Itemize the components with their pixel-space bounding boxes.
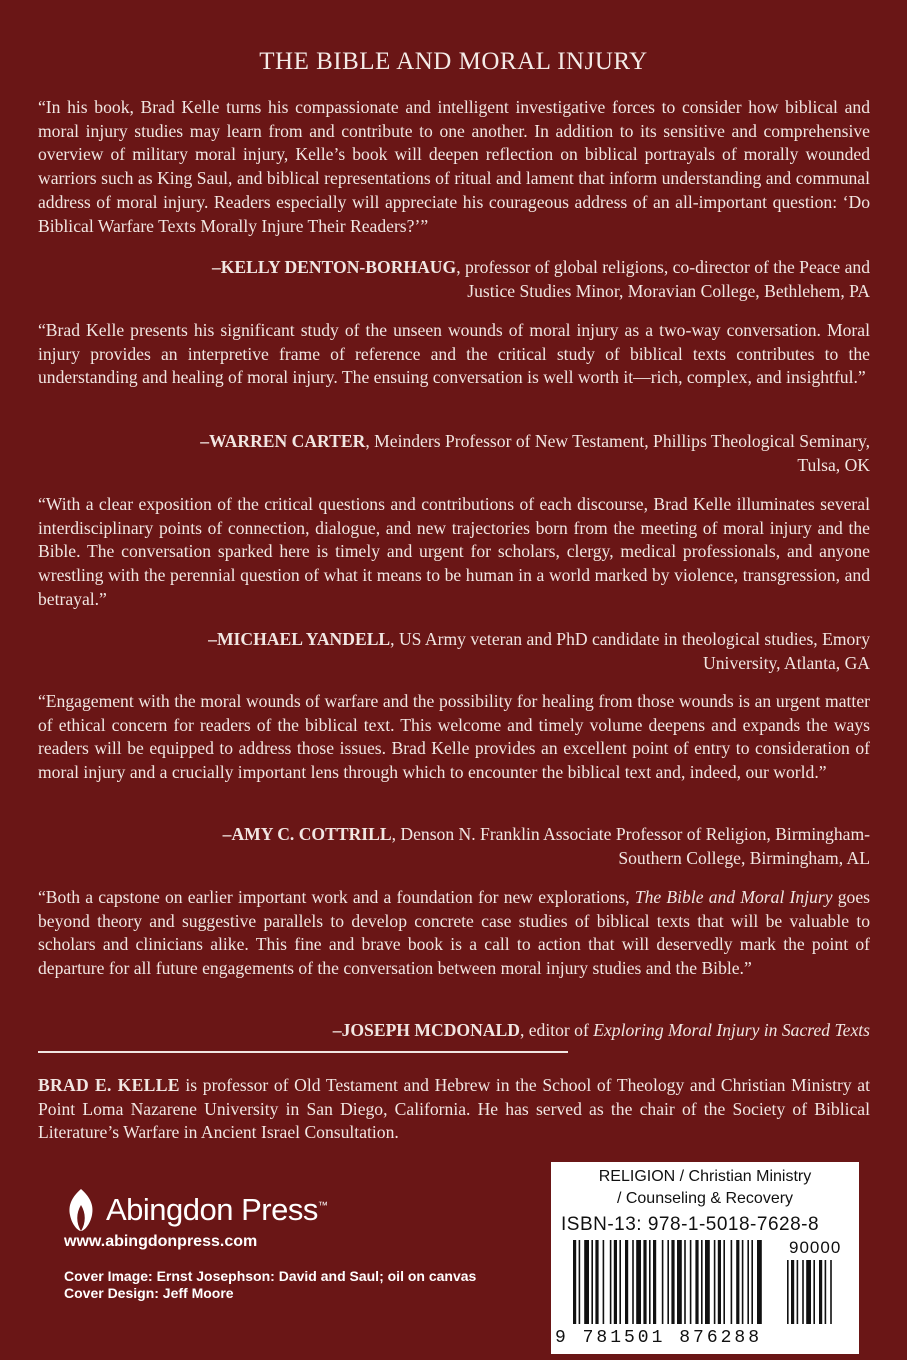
endorser-name: –MICHAEL YANDELL <box>208 629 391 649</box>
endorsement-quote-2: “Brad Kelle presents his significant study of the unseen wounds of moral injury as a two-way conversation. Moral injury provides an interpretive frame of reference and the critical study of biblical texts contributes to the understanding and healing of moral injury. The ensuing conversation is well worth it—rich, complex, and insightful.” <box>38 320 870 388</box>
publisher-website: www.abingdonpress.com <box>64 1233 258 1250</box>
endorser-name: –KELLY DENTON-BORHAUG <box>211 257 457 277</box>
author-name: BRAD E. KELLE <box>38 1075 180 1095</box>
barcode-digits: 9 781501 876288 <box>555 1328 763 1348</box>
barcode-bars <box>569 1240 845 1332</box>
book-title: THE BIBLE AND MORAL INJURY <box>259 48 648 75</box>
quote-text: “Both a capstone on earlier important work and a foundation for new explorations, <box>38 887 635 907</box>
endorsement-attribution-2 <box>170 430 870 477</box>
endorser-name: –JOSEPH MCDONALD <box>332 1020 520 1040</box>
publisher-name-text: Abingdon Press <box>106 1192 318 1227</box>
bisac-line: RELIGION / Christian Ministry <box>598 1168 812 1185</box>
endorsement-quote-1: “In his book, Brad Kelle turns his compassionate and intelligent investigative forces to consider how biblical and moral injury studies may learn from and contribute to one another. In addition to its sensitive and comprehensive overview of military moral injury, Kelle’s book will deepen reflection on biblical portrayals of morally wounded warriors such as King Saul, and biblical representations of ritual and lament that inform understanding and communal address of moral injury. Readers especially will appreciate his courageous address of an all-important question: ‘Do Biblical Warfare Texts Morally Injure Their Readers?’” <box>38 97 870 236</box>
publisher-name <box>106 1192 327 1228</box>
quote-text: goes beyond theory and suggestive parallels to develop concrete case studies of biblical texts that will be valuable to scholars and clinicians alike. This fine and brave book is a call to action that will deservedly mark the point of departure for all future engagements of the conversation between moral injury studies and the Bible.” <box>38 887 871 979</box>
section-divider <box>38 1051 568 1053</box>
endorser-affiliation: , US Army veteran and PhD candidate in theological studies, Emory University, Atlanta, GA <box>390 629 870 673</box>
endorser-book-title: Exploring Moral Injury in Sacred Texts <box>593 1020 870 1040</box>
cover-image-credit: Cover Image: Ernst Josephson: David and Saul; oil on canvas <box>64 1268 477 1284</box>
cover-design-credit: Cover Design: Jeff Moore <box>64 1285 234 1301</box>
barcode-panel <box>551 1162 859 1354</box>
quote-book-title: The Bible and Moral Injury <box>634 887 833 907</box>
endorser-name: –AMY C. COTTRILL <box>222 824 392 844</box>
abingdon-flame-logo-icon <box>64 1187 98 1233</box>
endorser-affiliation: , Denson N. Franklin Associate Professor of Religion, Birmingham-Southern College, Birmingham, AL <box>391 824 870 868</box>
author-bio-text: is professor of Old Testament and Hebrew in the School of Theology and Christian Ministry at Point Loma Nazarene University in San Diego, California. He has served as the chair of the Society of Biblical Literature’s Warfare in Ancient Israel Consultation. <box>38 1075 870 1143</box>
trademark-symbol: ™ <box>317 1200 328 1212</box>
endorsement-attribution-1 <box>170 256 870 303</box>
bisac-category <box>551 1166 859 1210</box>
endorser-affiliation: , professor of global religions, co-director of the Peace and Justice Studies Minor, Moravian College, Bethlehem, PA <box>456 257 870 301</box>
endorser-name: –WARREN CARTER <box>200 431 366 451</box>
endorsement-quote-5 <box>38 886 870 981</box>
publisher-logo-lockup <box>64 1188 327 1232</box>
endorsement-quote-3: “With a clear exposition of the critical questions and contributions of each discourse, Brad Kelle illuminates several interdisciplinary points of connection, dialogue, and new trajectories born from the meeting of moral injury and the Bible. The conversation sparked here is timely and urgent for scholars, clergy, medical professionals, and anyone wrestling with the perennial question of what it means to be human in a world marked by violence, transgression, and betrayal.” <box>38 494 870 609</box>
price-code: 90000 <box>789 1238 842 1257</box>
endorsement-attribution-3 <box>170 628 870 675</box>
endorsement-attribution-5 <box>170 1019 870 1043</box>
bisac-line: / Counseling & Recovery <box>616 1190 794 1207</box>
endorsement-quote-4: “Engagement with the moral wounds of warfare and the possibility for healing from those wounds is an urgent matter of ethical concern for readers of the biblical text. This welcome and timely volume deepens and expands the ways readers will be equipped to address those issues. Brad Kelle provides an excellent point of entry to consideration of moral injury and a crucially important lens through which to encounter the biblical text and, indeed, our world.” <box>38 691 870 783</box>
cover-credits <box>64 1268 476 1302</box>
isbn-number: ISBN-13: 978-1-5018-7628-8 <box>561 1214 820 1235</box>
endorsement-attribution-4 <box>170 823 870 870</box>
author-bio <box>38 1074 870 1145</box>
endorser-affiliation: , Meinders Professor of New Testament, Phillips Theological Seminary, Tulsa, OK <box>365 431 870 475</box>
endorser-affiliation: , editor of <box>519 1020 594 1040</box>
